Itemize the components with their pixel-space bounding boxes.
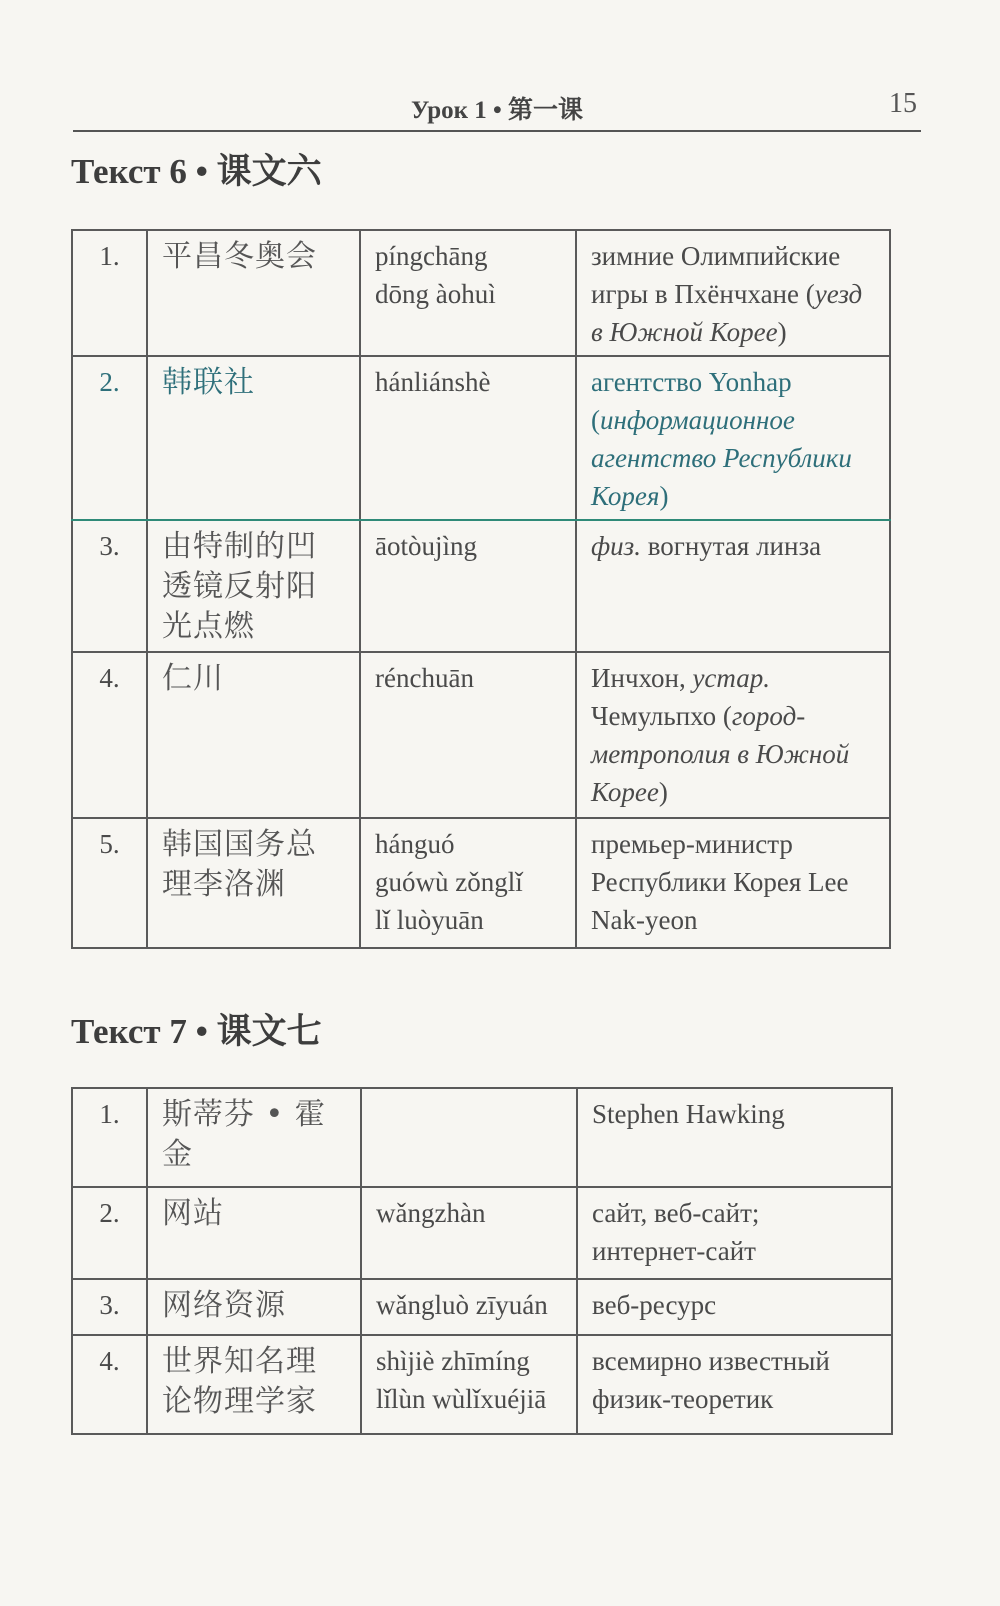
entry-translation (577, 1187, 892, 1279)
entry-pinyin (360, 356, 576, 520)
translation-segment: Инчхон, (591, 663, 693, 693)
entry-pinyin (361, 1187, 577, 1279)
section-title-text6: Текст 6 • 课文六 (71, 152, 322, 191)
entry-hanzi: 平昌冬奥会 (147, 230, 360, 356)
entry-hanzi: 仁川 (147, 652, 360, 818)
entry-pinyin (361, 1335, 577, 1434)
translation-segment: веб-ресурс (592, 1290, 717, 1320)
table-row (72, 1187, 892, 1279)
pinyin-line: guówù zǒnglǐ (375, 867, 523, 897)
entry-hanzi: 世界知名理论物理学家 (147, 1335, 361, 1434)
translation-segment: Чемульпхо ( (591, 701, 732, 731)
entry-pinyin (360, 652, 576, 818)
entry-translation (576, 652, 890, 818)
translation-segment: ) (777, 317, 787, 347)
pinyin-line: hánguó (375, 829, 455, 859)
translation-segment: вогнутая линза (640, 531, 822, 561)
table-row (72, 520, 890, 652)
entry-number: 4. (72, 1335, 147, 1434)
entry-hanzi: 韩国国务总理李洛渊 (147, 818, 360, 948)
lesson-title: Урок 1 • 第一课 (410, 97, 584, 124)
pinyin-line: āotòujìng (375, 531, 477, 561)
entry-pinyin (360, 230, 576, 356)
translation-segment: ) (659, 481, 669, 511)
entry-hanzi: 斯蒂芬 • 霍金 (147, 1088, 361, 1187)
translation-segment: ) (658, 777, 668, 807)
pinyin-line: wǎngluò zīyuán (376, 1290, 548, 1320)
pinyin-line: lǐ luòyuān (375, 905, 484, 935)
entry-number: 2. (72, 1187, 147, 1279)
entry-number: 2. (72, 356, 147, 520)
entry-translation (576, 230, 890, 356)
entry-number: 1. (72, 230, 147, 356)
entry-number: 1. (72, 1088, 147, 1187)
translation-segment: физ. (591, 531, 641, 561)
entry-hanzi: 网站 (147, 1187, 361, 1279)
table-row (72, 230, 890, 356)
translation-segment: зимние Олимпийские игры в Пхёнчхане ( (591, 241, 841, 309)
page-header (73, 84, 921, 132)
pinyin-line: dōng àohuì (375, 279, 496, 309)
entry-translation (577, 1279, 892, 1335)
translation-segment: город-метрополия в Южной Корее (591, 701, 850, 807)
pinyin-line: shìjiè zhīmíng (376, 1346, 530, 1376)
section-title-text7: Текст 7 • 课文七 (71, 1012, 322, 1051)
translation-segment: информационное агентство Республики Корея (591, 405, 852, 511)
entry-number: 5. (72, 818, 147, 948)
entry-hanzi: 韩联社 (147, 356, 360, 520)
entry-number: 3. (72, 1279, 147, 1335)
page-number: 15 (889, 88, 917, 119)
table-row (72, 652, 890, 818)
pinyin-line: rénchuān (375, 663, 474, 693)
translation-segment: сайт, веб-сайт; интернет-сайт (592, 1198, 760, 1266)
pinyin-line: wǎngzhàn (376, 1198, 486, 1228)
table-row (72, 818, 890, 948)
translation-segment: агентство Yonhap ( (591, 367, 792, 435)
translation-segment: премьер-министр Республики Корея Lee Nak-yeon (591, 829, 849, 935)
entry-translation (576, 520, 890, 652)
entry-translation (576, 356, 890, 520)
entry-pinyin (361, 1279, 577, 1335)
translation-segment: уезд в Южной Корее (591, 279, 863, 347)
table-row (72, 1088, 892, 1187)
entry-pinyin (360, 818, 576, 948)
entry-number: 3. (72, 520, 147, 652)
entry-translation (577, 1335, 892, 1434)
table-row (72, 1279, 892, 1335)
table-row (72, 1335, 892, 1434)
translation-segment: устар. (692, 663, 770, 693)
translation-segment: Stephen Hawking (592, 1099, 785, 1129)
pinyin-line: lǐlùn wùlǐxuéjiā (376, 1384, 547, 1414)
pinyin-line: píngchāng (375, 241, 488, 271)
entry-pinyin (361, 1088, 577, 1187)
vocab-table-text6 (71, 229, 891, 949)
entry-translation (576, 818, 890, 948)
table-row (72, 356, 890, 520)
pinyin-line: hánliánshè (375, 367, 491, 397)
entry-hanzi: 由特制的凹透镜反射阳光点燃 (147, 520, 360, 652)
entry-translation (577, 1088, 892, 1187)
entry-pinyin (360, 520, 576, 652)
translation-segment: всемирно известный физик-теоретик (592, 1346, 830, 1414)
entry-hanzi: 网络资源 (147, 1279, 361, 1335)
entry-number: 4. (72, 652, 147, 818)
vocab-table-text7 (71, 1087, 893, 1435)
